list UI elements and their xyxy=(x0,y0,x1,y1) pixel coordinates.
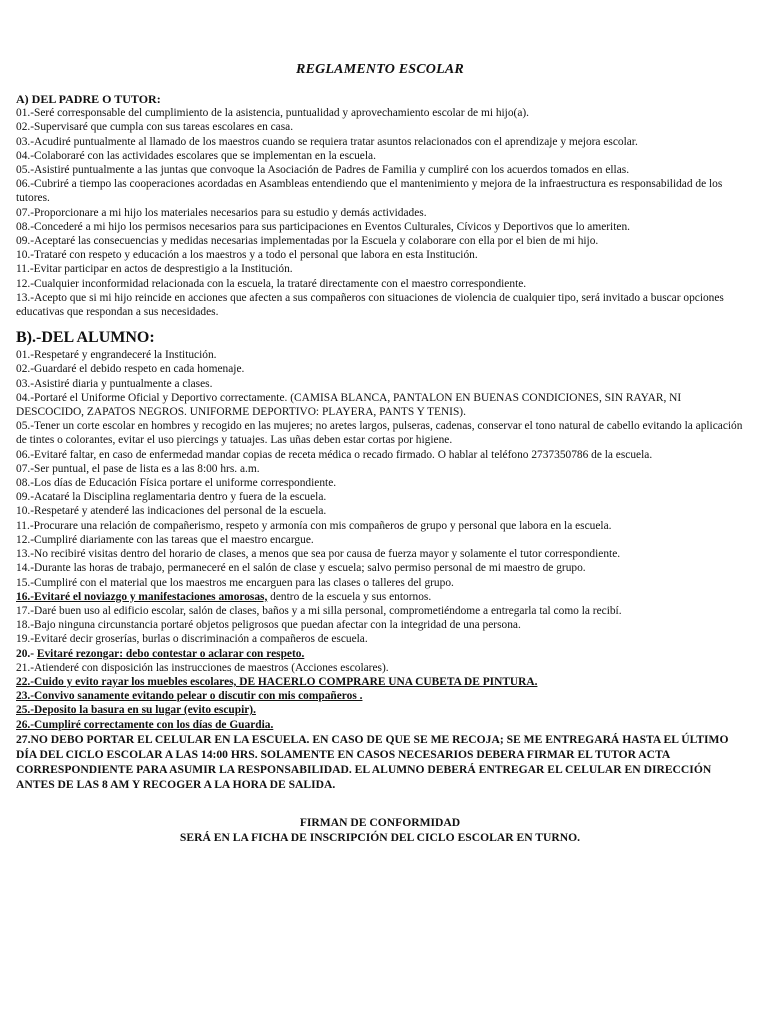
rule-item: 05.-Asistiré puntualmente a las juntas que convoque la Asociación de Padres de Familia y cumpliré con los acuerdos tomados en ellas. xyxy=(16,164,630,177)
footer-line-1: FIRMAN DE CONFORMIDAD xyxy=(299,815,461,829)
rule-item: 15.-Cumpliré con el material que los maestros me encarguen para las clases o talleres del grupo. xyxy=(16,576,454,589)
rule-item: 07.-Proporcionare a mi hijo los materiales necesarios para su estudio y demás actividades. xyxy=(16,206,427,219)
rule-item: 09.-Acataré la Disciplina reglamentaria dentro y fuera de la escuela. xyxy=(16,491,327,504)
rule-item-bold: 23.-Convivo sanamente evitando pelear o discutir con mis compañeros . xyxy=(16,690,363,703)
rule-item: 13.-Acepto que si mi hijo reincide en acciones que afecten a sus compañeros con situaciones de violencia de cualquier tipo, será invitado a buscar opciones educativas que respondan a sus necesidades. xyxy=(16,291,724,319)
rule-item: 01.-Respetaré y engrandeceré la Institución. xyxy=(16,349,217,362)
rule-item: 08.-Los días de Educación Física portare el uniforme correspondiente. xyxy=(16,477,337,490)
rule-item-bold: 26.-Cumpliré correctamente con los días de Guardia. xyxy=(16,718,274,731)
rule-16-rest: dentro de la escuela y sus entornos. xyxy=(267,590,432,603)
rule-item: 05.-Tener un corte escolar en hombres y recogido en las mujeres; no aretes largos, pulseras, cadenas, conservar el tono natural de cabello evitando la aplicación de tintes o colorantes, evitar el uso piercings y tatuajes. Las uñas deben estar cortas por higiene. xyxy=(16,420,743,447)
footer-line-2: SERÁ EN LA FICHA DE INSCRIPCIÓN DEL CICLO ESCOLAR EN TURNO. xyxy=(179,830,581,844)
rule-item: 18.-Bajo ninguna circunstancia portaré objetos peligrosos que puedan afectar con la integridad de una persona. xyxy=(16,619,521,632)
rule-item: 19.-Evitaré decir groserías, burlas o discriminación a compañeros de escuela. xyxy=(16,633,368,646)
rule-item: 02.-Supervisaré que cumpla con sus tareas escolares en casa. xyxy=(16,121,294,134)
rule-item: 08.-Concederé a mi hijo los permisos necesarios para sus participaciones en Eventos Culturales, Cívicos y Deportivos que lo ameriten. xyxy=(16,220,630,233)
rule-item: 14.-Durante las horas de trabajo, permaneceré en el salón de clase y escuela; salvo permiso personal de mi maestro de grupo. xyxy=(16,562,586,575)
rule-item: 06.-Cubriré a tiempo las cooperaciones acordadas en Asambleas entendiendo que el mantenimiento y mejora de la infraestructura es responsabilidad de los tutores. xyxy=(16,178,723,205)
rule-item: 04.-Colaboraré con las actividades escolares que se implementan en la escuela. xyxy=(16,149,376,162)
rule-item-16 xyxy=(16,590,744,604)
signature-footer xyxy=(16,815,744,845)
rule-item: 10.-Respetaré y atenderé las indicaciones del personal de la escuela. xyxy=(16,505,327,518)
rule-item-bold: 22.-Cuido y evito rayar los muebles escolares, DE HACERLO COMPRARE UNA CUBETA DE PINTURA. xyxy=(16,675,538,688)
rule-item: 02.-Guardaré el debido respeto en cada homenaje. xyxy=(16,363,245,376)
rule-27-phone-policy: 27.NO DEBO PORTAR EL CELULAR EN LA ESCUELA. EN CASO DE QUE SE ME RECOJA; SE ME ENTREGARÁ HASTA EL ÚLTIMO DÍA DEL CICLO ESCOLAR A LAS 14:00 HRS. SOLAMENTE EN CASOS NECESARIOS DEBERA FIRMAR EL TUTOR ACTA CORRESPONDIENTE PARA ASUMIR LA RESPONSABILIDAD. EL ALUMNO DEBERÁ ENTREGAR EL CELULAR EN DIRECCIÓN ANTES DE LAS 8 AM Y RECOGER A LA HORA DE SALIDA. xyxy=(16,732,729,792)
rule-item: 13.-No recibiré visitas dentro del horario de clases, a menos que sea por causa de fuerza mayor y solamente el tutor correspondiente. xyxy=(16,548,621,561)
rule-item: 03.-Acudiré puntualmente al llamado de los maestros cuando se requiera tratar asuntos relacionados con el aprendizaje y mejora escolar. xyxy=(16,135,638,148)
rule-item: 17.-Daré buen uso al edificio escolar, salón de clases, baños y a mi silla personal, comprometiéndome a entregarla tal como la recibí. xyxy=(16,604,622,617)
rule-item: 03.-Asistiré diaria y puntualmente a clases. xyxy=(16,377,213,390)
rule-item: 01.-Seré corresponsable del cumplimiento de la asistencia, puntualidad y aprovechamiento escolar de mi hijo(a). xyxy=(16,107,530,120)
section-a-list xyxy=(16,106,744,319)
rule-item-20 xyxy=(16,647,744,661)
rule-item: 10.-Trataré con respeto y educación a los maestros y a todo el personal que labora en esta Institución. xyxy=(16,249,478,262)
section-a-heading: A) DEL PADRE O TUTOR: xyxy=(16,92,161,106)
rule-16-emphasis: 16.-Evitaré el noviazgo y manifestaciones amorosas, xyxy=(16,590,268,603)
rule-item: 12.-Cumpliré diariamente con las tareas que el maestro encargue. xyxy=(16,533,314,546)
rule-item: 04.-Portaré el Uniforme Oficial y Deportivo correctamente. (CAMISA BLANCA, PANTALON EN BUENAS CONDICIONES, SIN RAYAR, NI DESCOCIDO, ZAPATOS NEGROS. UNIFORME DEPORTIVO: PLAYERA, PANTS Y TENIS). xyxy=(16,391,682,419)
rule-item: 11.-Procurare una relación de compañerismo, respeto y armonía con mis compañeros de grupo y personal que labora en la escuela. xyxy=(16,519,612,532)
rule-20-text: Evitaré rezongar: debo contestar o aclarar con respeto. xyxy=(36,647,305,660)
rule-item: 11.-Evitar participar en actos de desprestigio a la Institución. xyxy=(16,263,293,276)
page-title: REGLAMENTO ESCOLAR xyxy=(296,62,464,77)
rule-item: 09.-Aceptaré las consecuencias y medidas necesarias implementadas por la Escuela y colaborare con ella por el bien de mi hijo. xyxy=(16,235,599,248)
section-b-heading: B).-DEL ALUMNO: xyxy=(16,329,155,347)
rule-item: 12.-Cualquier inconformidad relacionada con la escuela, la trataré directamente con el maestro correspondiente. xyxy=(16,277,527,290)
rule-item: 21.-Atienderé con disposición las instrucciones de maestros (Acciones escolares). xyxy=(16,661,389,674)
section-b-list xyxy=(16,348,744,731)
rule-item: 06.-Evitaré faltar, en caso de enfermedad mandar copias de receta médica o recado firmado. O hablar al teléfono 2737350786 de la escuela. xyxy=(16,448,653,461)
rule-item-bold: 25.-Deposito la basura en su lugar (evito escupir). xyxy=(16,704,256,717)
rule-20-prefix: 20.- xyxy=(16,647,37,660)
rule-item: 07.-Ser puntual, el pase de lista es a las 8:00 hrs. a.m. xyxy=(16,462,260,475)
